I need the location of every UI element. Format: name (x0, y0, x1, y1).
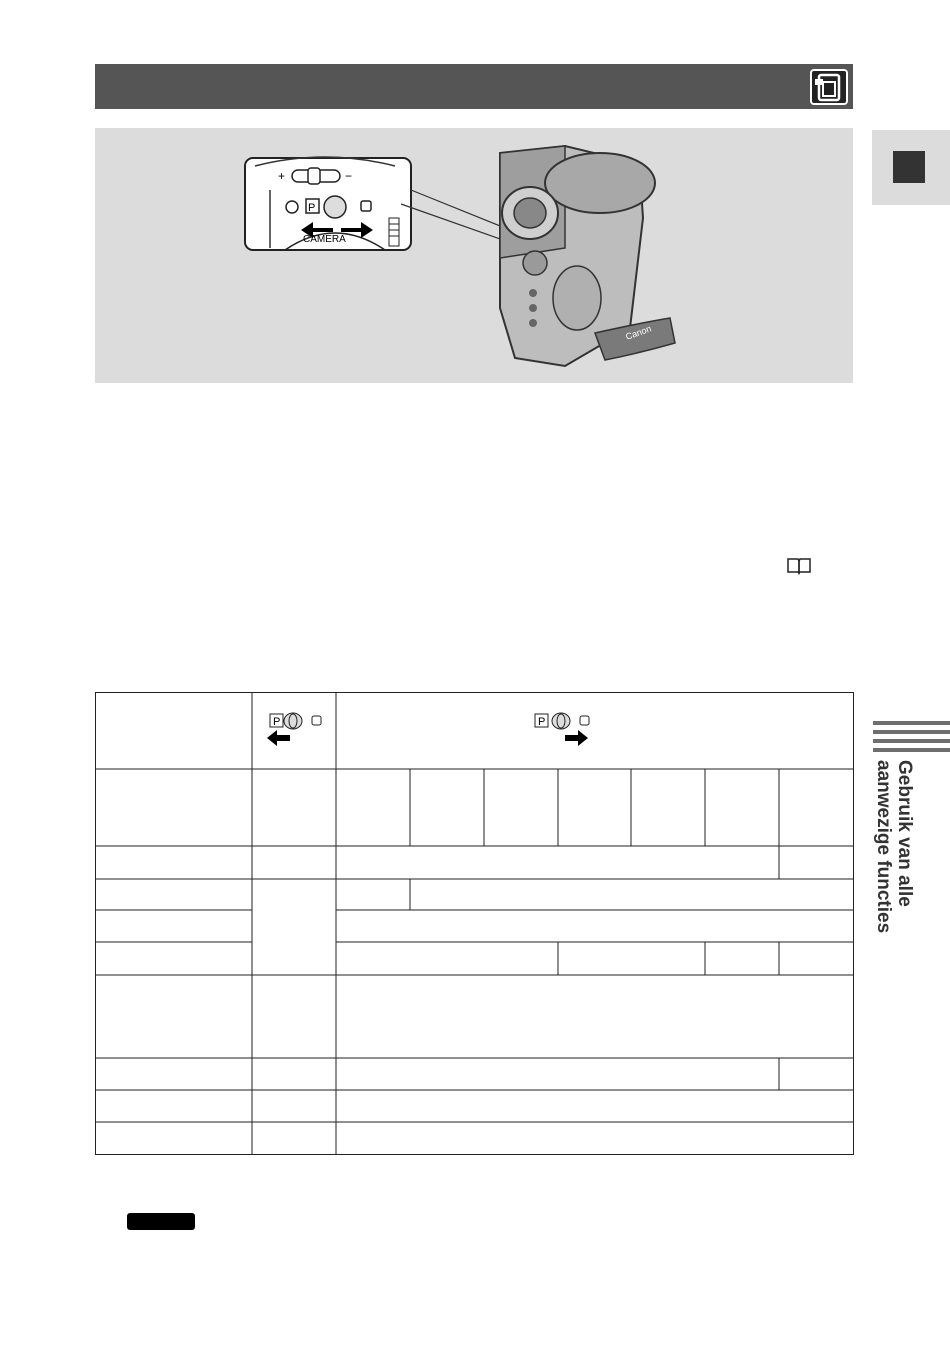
camcorder-illustration (95, 128, 853, 383)
side-stripe-1 (873, 721, 950, 725)
camcorder-icon (810, 69, 848, 105)
illustration-panel (95, 128, 853, 383)
camera-brand-label: Canon (624, 323, 653, 342)
zoom-plus-mark: + (278, 169, 286, 183)
side-section-caption (875, 760, 915, 960)
side-stripe-3 (873, 739, 950, 743)
mode-switch-icon (267, 713, 321, 746)
side-caption-line-2: aanwezige functies (873, 760, 894, 934)
mode-table (95, 692, 854, 1155)
dial-camera-text: CAMERA (303, 234, 346, 245)
mode-switch-icon-right (535, 713, 589, 746)
book-reference-icon (786, 556, 812, 576)
header-left-p-mark: P (273, 716, 281, 728)
side-caption-line-1: Gebruik van alle (894, 760, 915, 907)
program-p-mark: P (308, 202, 316, 214)
switch-inset (245, 157, 411, 250)
header-right-p-mark: P (538, 716, 546, 728)
note-badge (127, 1213, 195, 1230)
zoom-minus-mark: − (345, 169, 353, 183)
section-header-bar (95, 64, 853, 109)
camcorder-drawing (500, 146, 675, 366)
side-stripe-2 (873, 730, 950, 734)
side-stripe-4 (873, 748, 950, 752)
chapter-tab-marker (893, 151, 925, 183)
